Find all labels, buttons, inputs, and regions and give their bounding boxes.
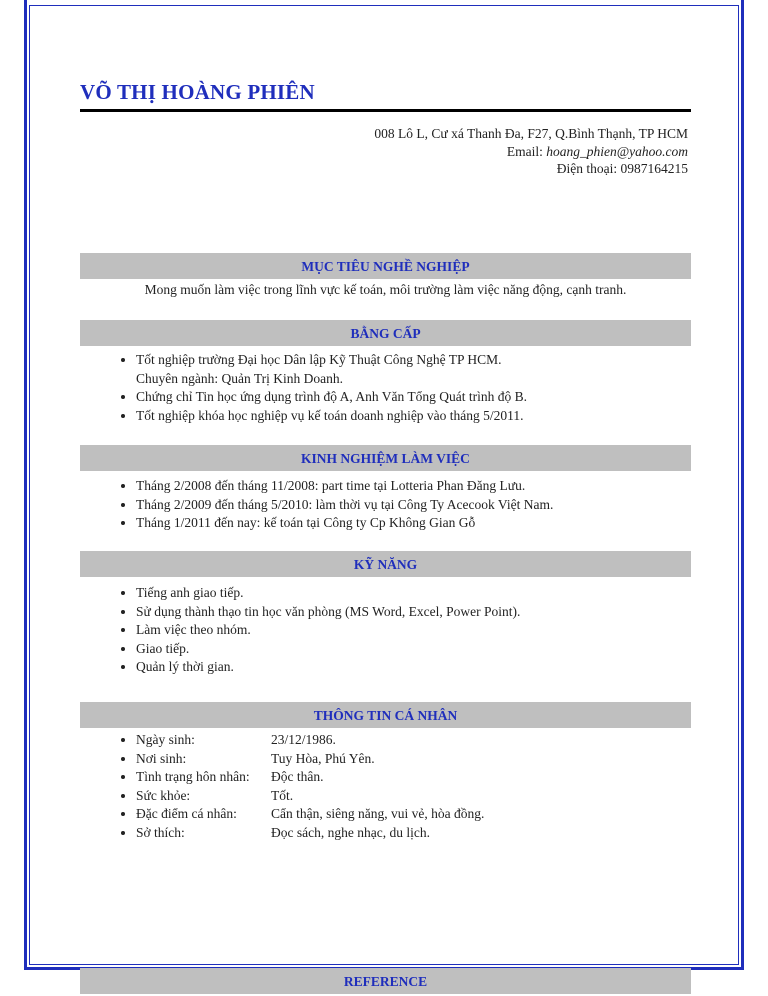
- list-item: [136, 750, 696, 769]
- info-label: Sức khỏe:: [136, 787, 191, 803]
- section-header-skills: KỸ NĂNG: [80, 551, 691, 577]
- objective-text: Mong muốn làm việc trong lĩnh vực kế toán, môi trường làm việc năng động, cạnh tranh.: [144, 282, 627, 297]
- list-item: • Làm việc theo nhóm.: [136, 621, 696, 640]
- list-item: [136, 768, 696, 787]
- experience-list: [113, 477, 696, 533]
- list-item: • Giao tiếp.: [136, 640, 696, 659]
- info-value: Cẩn thận, siêng năng, vui vẻ, hòa đồng.: [271, 806, 485, 821]
- email-value[interactable]: hoang_phien@yahoo.com: [546, 143, 688, 159]
- info-label: Nơi sinh:: [136, 750, 187, 766]
- list-item: [136, 787, 696, 806]
- address: 008 Lô L, Cư xá Thanh Đa, F27, Q.Bình Thạnh, TP HCM: [374, 126, 688, 141]
- info-label: Ngày sinh:: [136, 732, 195, 747]
- list-item: [136, 731, 696, 750]
- list-item: • Tháng 2/2009 đến tháng 5/2010: làm thời vụ tại Công Ty Acecook Việt Nam.: [136, 496, 696, 515]
- section-header-experience: KINH NGHIỆM LÀM VIỆC: [80, 445, 691, 471]
- info-label: Tình trạng hôn nhân:: [136, 769, 250, 784]
- info-label: Đặc điểm cá nhân:: [136, 806, 237, 821]
- info-value: Độc thân.: [271, 769, 324, 784]
- skills-list: [113, 584, 696, 677]
- phone: Điện thoại: 0987164215: [556, 161, 688, 176]
- list-item: • Tốt nghiệp khóa học nghiệp vụ kế toán doanh nghiệp vào tháng 5/2011.: [136, 407, 696, 426]
- info-value: 23/12/1986.: [271, 732, 336, 747]
- list-item: • Tháng 2/2008 đến tháng 11/2008: part time tại Lotteria Phan Đăng Lưu.: [136, 477, 696, 496]
- degrees-list: [113, 351, 696, 425]
- email-label: Email:: [506, 143, 547, 159]
- degree-line: Tốt nghiệp trường Đại học Dân lập Kỹ Thuật Công Nghệ TP HCM.: [136, 352, 502, 367]
- degree-major: Chuyên ngành: Quản Trị Kinh Doanh.: [136, 370, 343, 386]
- list-item: [136, 824, 696, 843]
- info-value: Tốt.: [271, 787, 294, 803]
- personal-list: [113, 731, 696, 842]
- list-item: • Tháng 1/2011 đến nay: kế toán tại Công ty Cp Không Gian Gỗ: [136, 514, 696, 533]
- info-value: Tuy Hòa, Phú Yên.: [271, 750, 375, 766]
- candidate-name: VÕ THỊ HOÀNG PHIÊN: [80, 80, 315, 104]
- contact-block: [374, 125, 688, 178]
- list-item: • Sử dụng thành thạo tin học văn phòng (MS Word, Excel, Power Point).: [136, 603, 696, 622]
- info-label: Sở thích:: [136, 824, 185, 840]
- section-header-degrees: BẰNG CẤP: [80, 320, 691, 346]
- email-line: [374, 143, 688, 161]
- section-header-reference: REFERENCE: [80, 968, 691, 994]
- list-item: • Quản lý thời gian.: [136, 658, 696, 677]
- info-value: Đọc sách, nghe nhạc, du lịch.: [271, 824, 430, 840]
- section-header-personal: THÔNG TIN CÁ NHÂN: [80, 702, 691, 728]
- list-item: • Chứng chỉ Tin học ứng dụng trình độ A, Anh Văn Tổng Quát trình độ B.: [136, 388, 696, 407]
- section-header-objective: MỤC TIÊU NGHỀ NGHIỆP: [80, 253, 691, 279]
- list-item: [136, 805, 696, 824]
- name-underline: [80, 109, 691, 112]
- list-item: [136, 351, 696, 388]
- list-item: • Tiếng anh giao tiếp.: [136, 584, 696, 603]
